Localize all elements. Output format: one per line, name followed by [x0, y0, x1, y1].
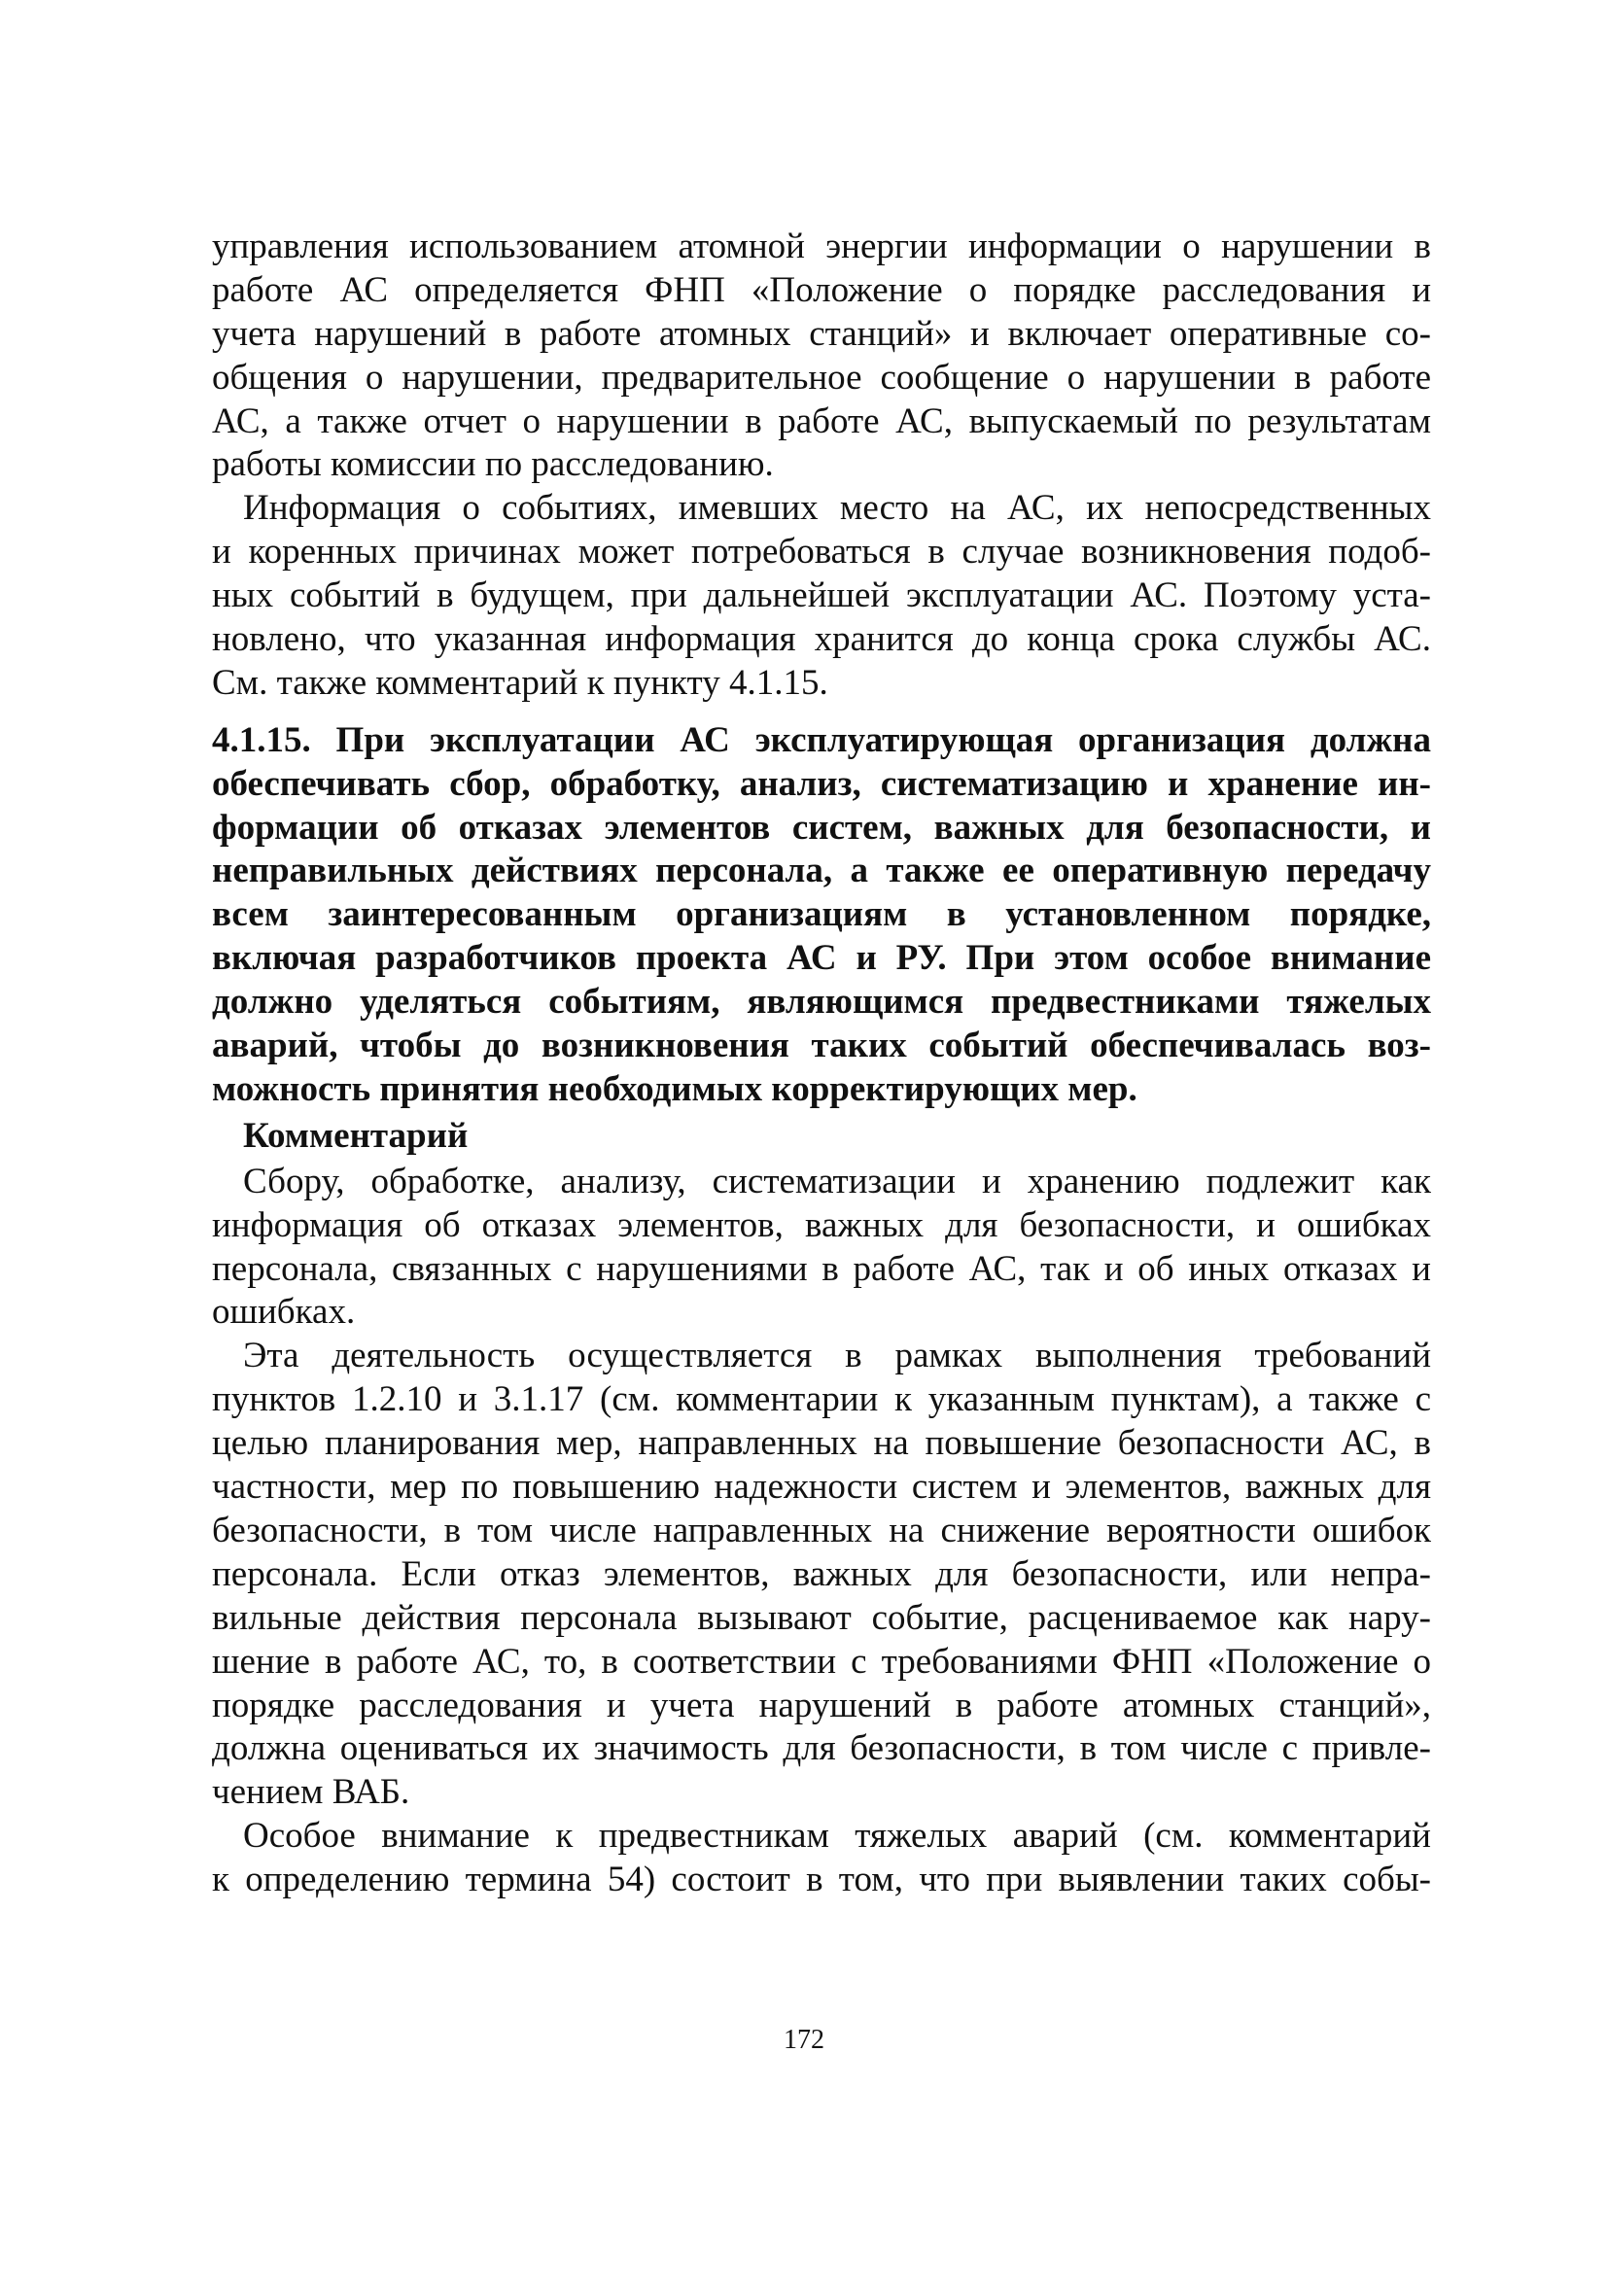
- text-line: См. также комментарий к пункту 4.1.15.: [212, 662, 828, 703]
- text-line: включая разработчиков проекта АС и РУ. При этом особое внимание: [212, 938, 1431, 979]
- text-line: частности, мер по повышению надежности систем и элементов, важных для: [212, 1467, 1431, 1508]
- comment-paragraph-activity: [212, 1335, 1431, 1815]
- text-line: общения о нарушении, предварительное сообщение о нарушении в работе: [212, 357, 1431, 398]
- text-line: аварий, чтобы до возникновения таких событий обеспечивалась воз-: [212, 1026, 1431, 1066]
- text-line: к определению термина 54) состоит в том, что при выявлении таких собы-: [212, 1860, 1431, 1900]
- text-line: информация об отказах элементов, важных для безопасности, и ошибках: [212, 1204, 1431, 1245]
- comment-heading: Комментарий: [243, 1115, 469, 1156]
- text-line: новлено, что указанная информация хранится до конца срока службы АС.: [212, 619, 1431, 660]
- text-line: АС, а также отчет о нарушении в работе АС, выпускаемый по результатам: [212, 400, 1431, 441]
- text-line: шение в работе АС, то, в соответствии с требованиями ФНП «Положение о: [212, 1641, 1431, 1682]
- clause-4-1-15: [212, 719, 1431, 1112]
- text-line: порядке расследования и учета нарушений в работе атомных станций»,: [212, 1685, 1431, 1725]
- text-line: и коренных причинах может потребоваться в случае возникновения подоб-: [212, 532, 1431, 573]
- text-line: пунктов 1.2.10 и 3.1.17 (см. комментарии к указанным пунктам), а также с: [212, 1379, 1431, 1420]
- text-line: неправильных действиях персонала, а также ее оперативную передачу: [212, 851, 1431, 891]
- text-line: вильные действия персонала вызывают событие, расцениваемое как нару-: [212, 1597, 1431, 1638]
- text-line: Информация о событиях, имевших место на АС, их непосредственных: [243, 488, 1431, 529]
- text-line: работы комиссии по расследованию.: [212, 444, 774, 485]
- text-line: 4.1.15. При эксплуатации АС эксплуатирующая организация должна: [212, 719, 1431, 760]
- text-line: целью планирования мер, направленных на повышение безопасности АС, в: [212, 1423, 1431, 1464]
- text-line: Особое внимание к предвестникам тяжелых аварий (см. комментарий: [243, 1816, 1431, 1857]
- page-number: 172: [784, 2025, 824, 2055]
- text-line: должно уделяться событиям, являющимся предвестниками тяжелых: [212, 982, 1431, 1023]
- comment-paragraph-precursors: [212, 1815, 1431, 1902]
- text-line: ных событий в будущем, при дальнейшей эксплуатации АС. Поэтому уста-: [212, 575, 1431, 616]
- text-line: персонала. Если отказ элементов, важных для безопасности, или непра-: [212, 1553, 1431, 1594]
- text-line: работе АС определяется ФНП «Положение о порядке расследования и: [212, 269, 1431, 310]
- text-line: можность принятия необходимых корректирующих мер.: [212, 1068, 1137, 1109]
- text-line: персонала, связанных с нарушениями в работе АС, так и об иных отказах и: [212, 1248, 1431, 1289]
- text-line: должна оцениваться их значимость для безопасности, в том числе с привле-: [212, 1728, 1431, 1769]
- text-line: всем заинтересованным организациям в установленном порядке,: [212, 894, 1431, 935]
- text-line: управления использованием атомной энергии информации о нарушении в: [212, 226, 1431, 266]
- text-line: учета нарушений в работе атомных станций» и включает оперативные со-: [212, 313, 1431, 354]
- text-line: чением ВАБ.: [212, 1772, 410, 1813]
- text-line: Сбору, обработке, анализу, систематизации и хранению подлежит как: [243, 1161, 1431, 1201]
- paragraph-information-events: [212, 487, 1431, 705]
- text-body: [212, 226, 1431, 1902]
- text-line: формации об отказах элементов систем, важных для безопасности, и: [212, 807, 1431, 848]
- text-line: ошибках.: [212, 1292, 356, 1333]
- comment-paragraph-collection: [212, 1161, 1431, 1336]
- text-line: Эта деятельность осуществляется в рамках выполнения требований: [243, 1336, 1431, 1376]
- text-line: безопасности, в том числе направленных на снижение вероятности ошибок: [212, 1510, 1431, 1550]
- intro-paragraph: [212, 226, 1431, 487]
- text-line: обеспечивать сбор, обработку, анализ, систематизацию и хранение ин-: [212, 763, 1431, 804]
